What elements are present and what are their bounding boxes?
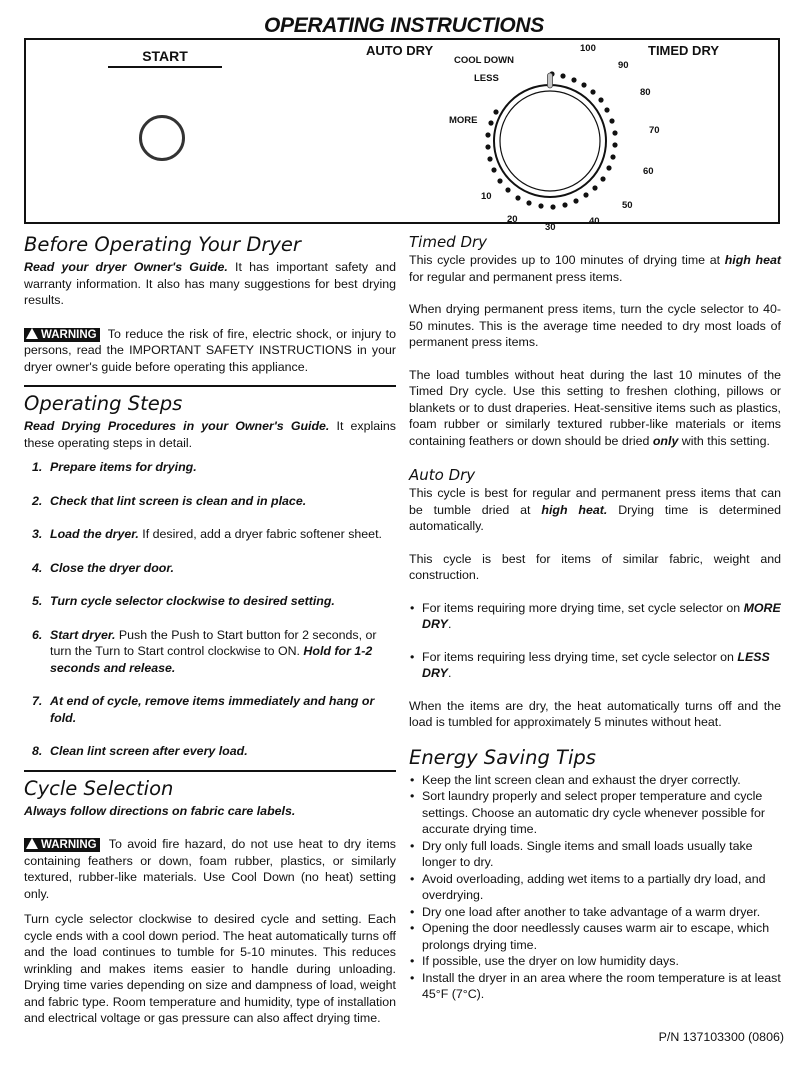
cycle-selector-dial[interactable] (430, 38, 660, 238)
mark-100: 100 (580, 43, 596, 54)
auto-p2: This cycle is best for items of similar fabric, weight and construction. (409, 551, 781, 582)
right-column (409, 232, 781, 1003)
section-divider (24, 385, 396, 387)
start-label: START (108, 48, 222, 68)
warning-badge: WARNING (24, 838, 100, 852)
more-mark: MORE (449, 115, 478, 126)
list-item: • For items requiring less drying time, set cycle selector on LESS DRY. (409, 649, 781, 682)
mark-40: 40 (589, 216, 600, 227)
timed-dry-label: TIMED DRY (648, 43, 720, 58)
before-warning: WARNING To reduce the risk of fire, electric shock, or injury to persons, read the IMPORTANT SAFETY INSTRUCTIONS in your dryer owner's guide before operating this appliance. (24, 326, 396, 374)
cycle-warning: WARNING To avoid fire hazard, do not use heat to dry items containing feathers or down, foam rubber, plastics, or similarly textured, rubber-like materials. Use Cool Down (no heat) setting only. (24, 837, 396, 901)
page-title: OPERATING INSTRUCTIONS (263, 14, 545, 37)
auto-p1: This cycle is best for regular and permanent press items that can be tumble dried at high heat. Drying time is determined automatically. (409, 486, 781, 533)
energy-heading: Energy Saving Tips (409, 745, 596, 769)
dial-pointer (548, 73, 553, 88)
auto-dry-label: AUTO DRY (366, 43, 434, 58)
cool-down-mark: COOL DOWN (454, 55, 514, 66)
warning-triangle-icon (26, 328, 38, 339)
auto-heading: Auto Dry (409, 466, 476, 484)
warning-badge: WARNING (24, 328, 100, 342)
cycle-heading: Cycle Selection (24, 776, 174, 800)
list-item: • Avoid overloading, adding wet items to a partially dry load, and overdrying. (409, 871, 781, 904)
list-item: 7. At end of cycle, remove items immediately and hang or fold. (32, 694, 375, 725)
list-item: • Sort laundry properly and select proper temperature and cycle settings. Choose an automatic dry cycle whenever possible for accurate drying time. (409, 788, 781, 838)
warning-triangle-icon (26, 838, 38, 849)
list-item: • Keep the lint screen clean and exhaust the dryer correctly. (409, 772, 781, 789)
less-mark: LESS (474, 73, 499, 84)
timed-p2: When drying permanent press items, turn the cycle selector to 40-50 minutes. This is the average time needed to dry most loads of permanent press items. (409, 302, 781, 349)
auto-bullets (409, 600, 781, 682)
mark-90: 90 (618, 60, 629, 71)
cycle-lead: Always follow directions on fabric care labels. (24, 803, 296, 818)
list-item: • Opening the door needlessly causes warm air to escape, which prolongs drying time. (409, 920, 781, 953)
before-heading: Before Operating Your Dryer (24, 233, 301, 256)
dial-outer-ring (494, 85, 606, 197)
list-item: 2. Check that lint screen is clean and in place. (32, 493, 307, 508)
timed-p3: The load tumbles without heat during the last 10 minutes of the Timed Dry cycle. Use this setting to freshen clothing, pillows or blankets or to dust draperies. Heat-sensitive items such as plastics, foam rubber or similarly textured rubber-like materials or items containing feathers or down should be dried only with this setting. (409, 367, 781, 448)
list-item: • For items requiring more drying time, set cycle selector on MORE DRY. (409, 600, 781, 633)
mark-70: 70 (649, 125, 660, 136)
timed-heading: Timed Dry (409, 233, 488, 251)
list-item: • Dry one load after another to take advantage of a warm dryer. (409, 904, 781, 921)
list-item: 8. Clean lint screen after every load. (32, 744, 248, 758)
list-item: • Install the dryer in an area where the room temperature is at least 45°F (7°C). (409, 970, 781, 1003)
list-item: 1. Prepare items for drying. (32, 460, 197, 474)
mark-60: 60 (643, 166, 654, 177)
list-item: 4. Close the dryer door. (32, 560, 174, 575)
list-item: 3. Load the dryer. If desired, add a dryer fabric softener sheet. (32, 527, 382, 541)
cycle-body: Turn cycle selector clockwise to desired cycle and setting. Each cycle ends with a cool down period. The heat automatically turns off and the load continues to tumble for 5-10 minutes. This reduces wrinkling and makes items easier to handle during unloading. Drying time varies depending on size and dampness of load, weight and fabric type. Room temperature and humidity, type of installation and electrical voltage or gas pressure can also affect drying time. (24, 912, 396, 1025)
section-divider (24, 770, 396, 772)
left-column (24, 232, 396, 1027)
mark-30: 30 (545, 222, 556, 233)
mark-20: 20 (507, 214, 518, 225)
start-button[interactable] (139, 115, 185, 161)
mark-50: 50 (622, 200, 633, 211)
auto-p3: When the items are dry, the heat automatically turns off and the load is tumbled for approximately 5 minutes without heat. (409, 698, 781, 729)
timed-p1: This cycle provides up to 100 minutes of drying time at high heat for regular and permanent press items. (409, 253, 781, 284)
list-item: 6. Start dryer. Push the Push to Start button for 2 seconds, or turn the Turn to Start control clockwise to ON. Hold for 1-2 seconds and release. (32, 627, 377, 675)
list-item: • Dry only full loads. Single items and small loads usually take longer to dry. (409, 838, 781, 871)
mark-10: 10 (481, 191, 492, 202)
list-item: 5. Turn cycle selector clockwise to desired setting. (32, 594, 335, 608)
part-number: P/N 137103300 (0806) (658, 1030, 784, 1044)
operating-paragraph: Read Drying Procedures in your Owner's Guide. It explains these operating steps in detail. (24, 419, 397, 450)
mark-80: 80 (640, 87, 651, 98)
before-paragraph: Read your dryer Owner's Guide. It has important safety and warranty information. It also has many suggestions for best drying results. (24, 260, 396, 307)
list-item: • If possible, use the dryer on low humidity days. (409, 953, 781, 970)
operating-heading: Operating Steps (24, 392, 183, 415)
operating-steps-list (24, 459, 396, 760)
energy-tips-list (409, 772, 781, 1003)
